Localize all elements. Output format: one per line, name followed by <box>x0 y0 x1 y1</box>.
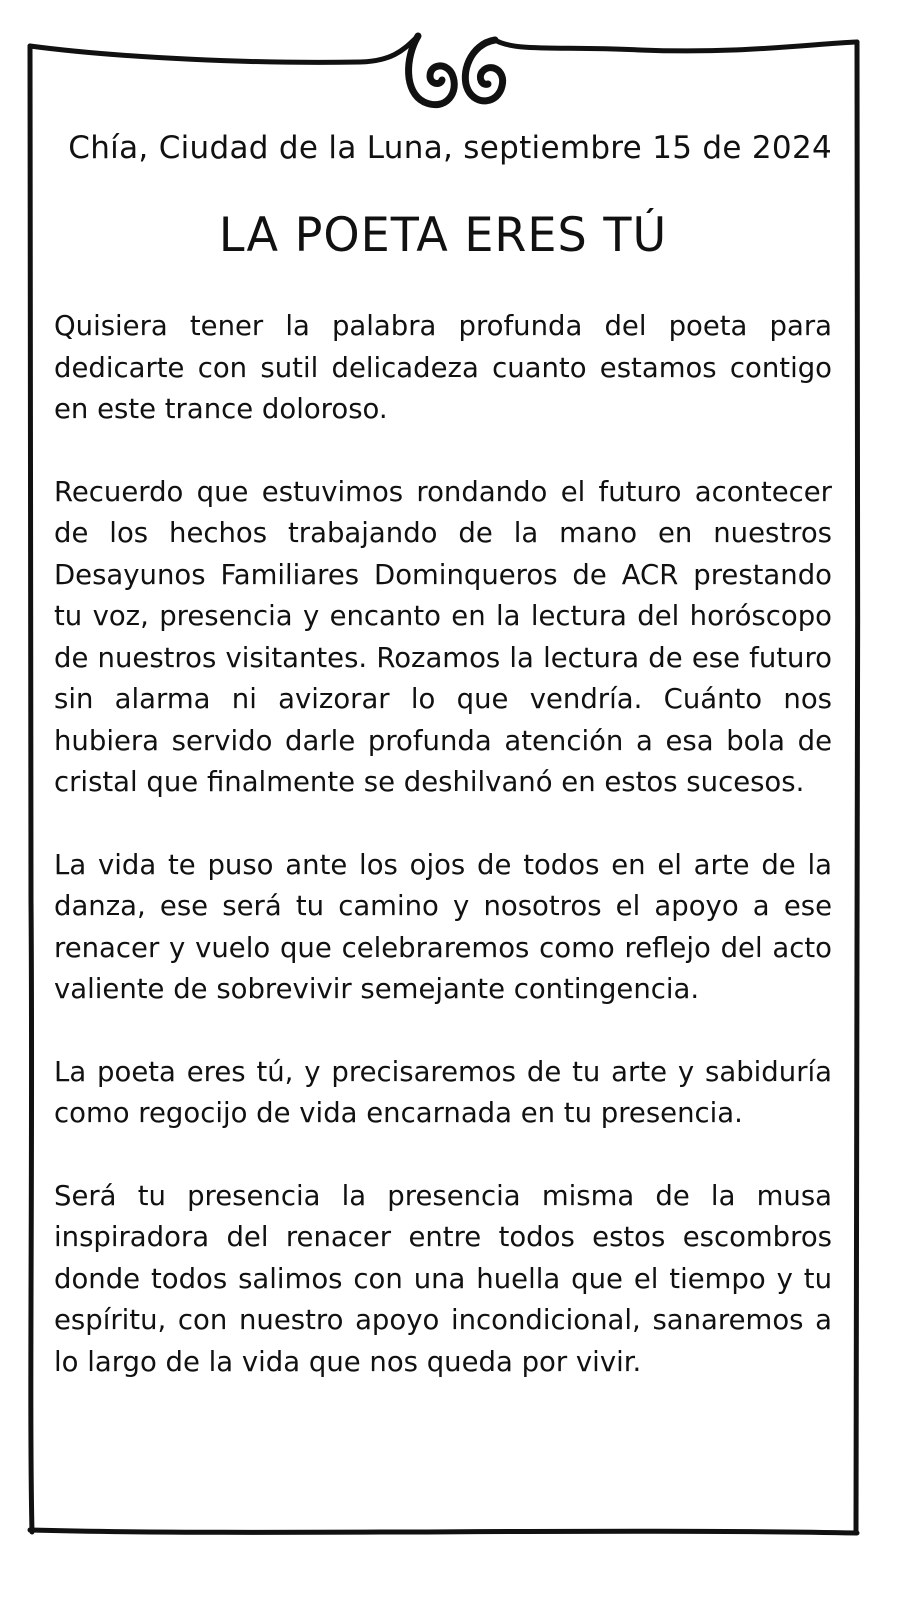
frame-right-border <box>856 42 858 1532</box>
paragraph-3: La vida te puso ante los ojos de todos en el arte de la danza, ese será tu camino y nosotros el apoyo a ese renacer y vuelo que celebraremos como reflejo del acto valiente de sobrevivir semejante contingencia. <box>54 848 832 1005</box>
letter-content <box>54 128 832 1528</box>
letter-title: LA POETA ERES TÚ <box>218 208 668 263</box>
paragraph-1: Quisiera tener la palabra profunda del poeta para dedicarte con sutil delicadeza cuanto estamos contigo en este trance doloroso. <box>54 310 832 425</box>
dateline: Chía, Ciudad de la Luna, septiembre 15 de 2024 <box>68 130 832 166</box>
frame-bottom-border <box>30 1530 857 1533</box>
frame-left-border <box>30 46 32 1532</box>
frame-top-border <box>30 36 857 62</box>
letter-body <box>54 306 832 1383</box>
scroll-ornament-icon <box>409 36 503 105</box>
paragraph-5: Será tu presencia la presencia misma de la musa inspiradora del renacer entre todos estos escombros donde todos salimos con una huella que el tiempo y tu espíritu, con nuestro apoyo incondicional, sanaremos a lo largo de la vida que nos queda por vivir. <box>54 1179 832 1378</box>
paragraph-4: La poeta eres tú, y precisaremos de tu arte y sabiduría como regocijo de vida encarnada en tu presencia. <box>54 1055 832 1129</box>
paragraph-2: Recuerdo que estuvimos rondando el futuro acontecer de los hechos trabajando de la mano en nuestros Desayunos Familiares Dominqueros de ACR prestando tu voz, presencia y encanto en la lectura del horóscopo de nuestros visitantes. Rozamos la lectura de ese futuro sin alarma ni avizorar lo que vendría. Cuánto nos hubiera servido darle profunda atención a esa bola de cristal que finalmente se deshilvanó en estos sucesos. <box>54 475 832 798</box>
